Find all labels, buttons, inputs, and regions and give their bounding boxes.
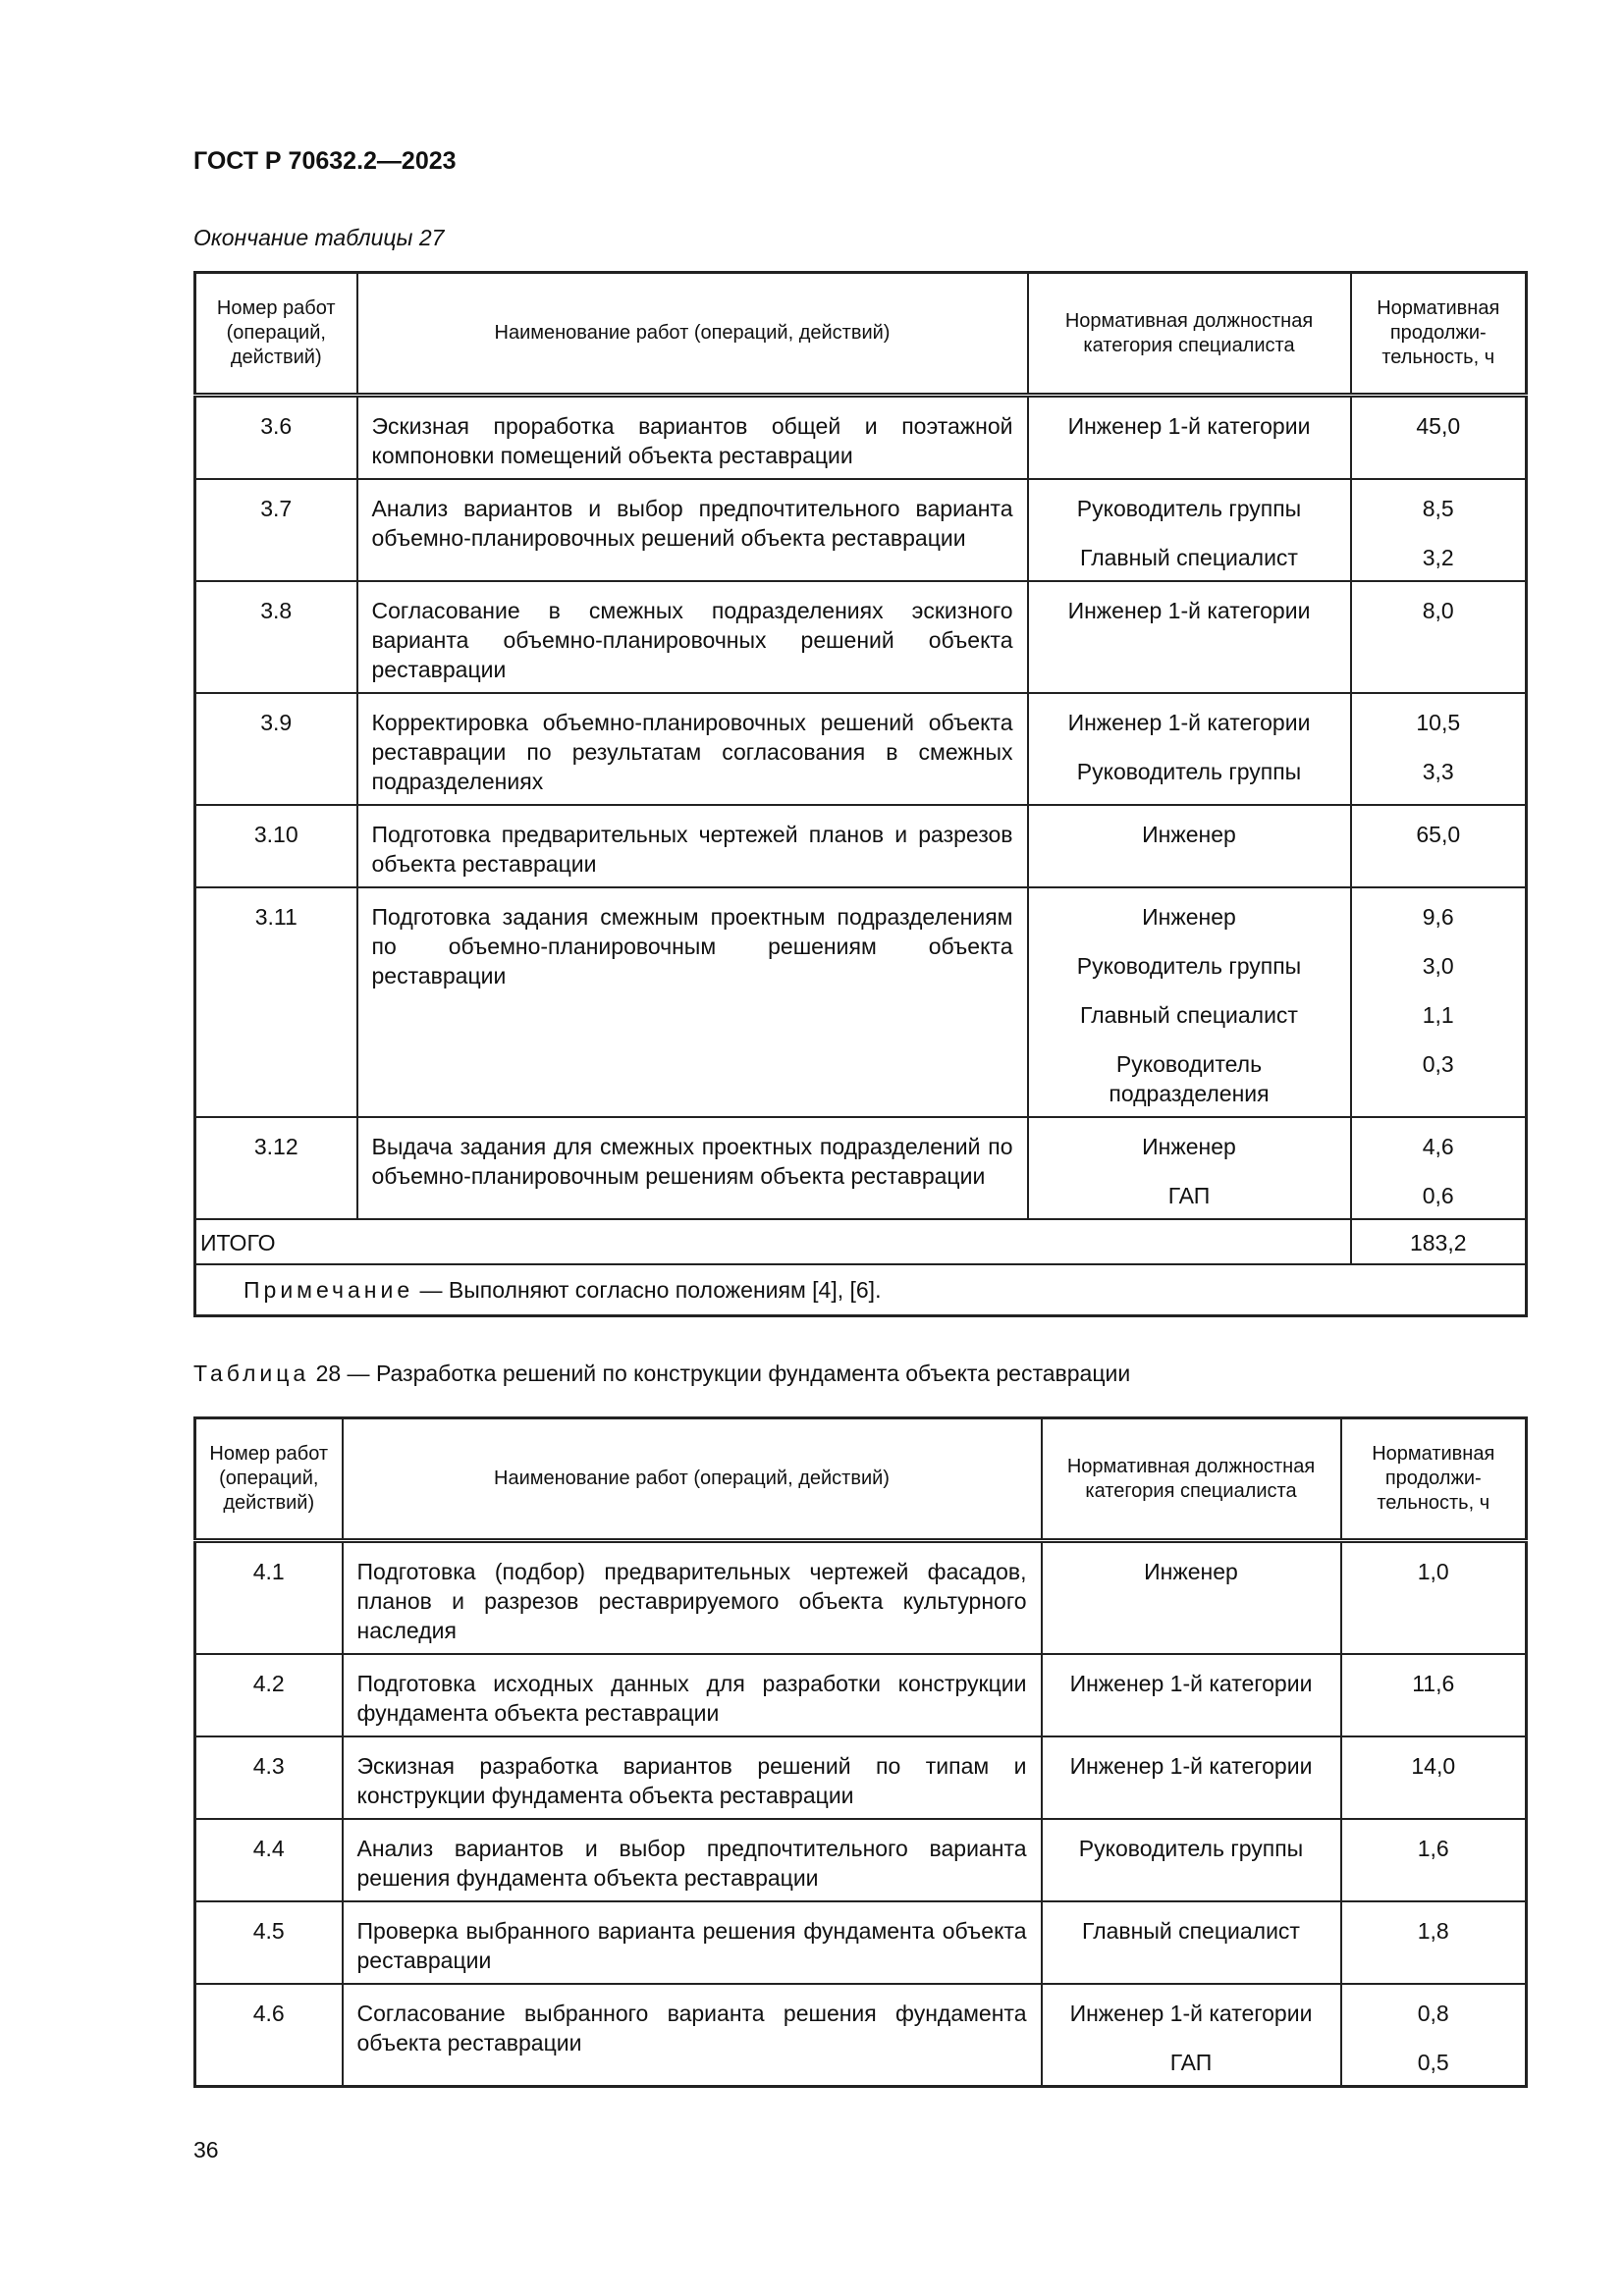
duration-value: 0,6 bbox=[1422, 1183, 1454, 1208]
row-number: 3.7 bbox=[195, 479, 357, 581]
table-row bbox=[195, 396, 1527, 480]
row-category-cell bbox=[1028, 693, 1351, 805]
row-category-cell bbox=[1042, 1819, 1341, 1901]
duration-value: 3,3 bbox=[1422, 759, 1454, 784]
specialist-category: Руководитель группы bbox=[1076, 496, 1302, 521]
row-duration-cell bbox=[1341, 1541, 1527, 1655]
row-number: 3.12 bbox=[195, 1117, 357, 1219]
table28-caption-label: Таблица bbox=[193, 1361, 310, 1386]
row-category-cell bbox=[1042, 1654, 1341, 1736]
row-category-cell bbox=[1028, 396, 1351, 480]
row-name: Корректировка объемно-планировочных решений объекта реставрации по результатам согласования в смежных подразделениях bbox=[357, 693, 1028, 805]
duration-value: 1,0 bbox=[1417, 1559, 1449, 1584]
row-number: 3.8 bbox=[195, 581, 357, 693]
duration-value: 45,0 bbox=[1416, 413, 1461, 439]
row-name: Эскизная проработка вариантов общей и поэтажной компоновки помещений объекта реставрации bbox=[357, 396, 1028, 480]
specialist-category: Руководитель группы bbox=[1078, 1836, 1304, 1861]
table-row bbox=[195, 1901, 1527, 1984]
row-category-cell bbox=[1042, 1736, 1341, 1819]
row-name: Выдача задания для смежных проектных подразделений по объемно-планировочным решениям объекта реставрации bbox=[357, 1117, 1028, 1219]
col-header-name: Наименование работ (операций, действий) bbox=[343, 1418, 1042, 1541]
row-number: 4.3 bbox=[195, 1736, 343, 1819]
table28-caption bbox=[193, 1361, 1130, 1387]
row-name: Согласование выбранного варианта решения фундамента объекта реставрации bbox=[343, 1984, 1042, 2087]
table-row bbox=[195, 887, 1527, 1117]
table27-note bbox=[195, 1264, 1527, 1316]
specialist-category: Инженер 1-й категории bbox=[1067, 413, 1311, 439]
specialist-category: Руководитель группы bbox=[1076, 759, 1302, 784]
row-number: 3.6 bbox=[195, 396, 357, 480]
row-category-cell bbox=[1028, 805, 1351, 887]
table-row bbox=[195, 1736, 1527, 1819]
row-category-cell bbox=[1028, 581, 1351, 693]
table-27 bbox=[193, 271, 1528, 1317]
row-duration-cell bbox=[1351, 805, 1527, 887]
duration-value: 1,8 bbox=[1417, 1918, 1449, 1944]
duration-value: 1,1 bbox=[1422, 1002, 1454, 1028]
row-duration-cell bbox=[1351, 1117, 1527, 1219]
duration-value: 65,0 bbox=[1416, 822, 1461, 847]
specialist-category: ГАП bbox=[1167, 1183, 1211, 1208]
col-header-duration: Нормативная продолжи-тельность, ч bbox=[1341, 1418, 1527, 1541]
specialist-category: Инженер bbox=[1142, 1134, 1236, 1159]
duration-value: 8,5 bbox=[1422, 496, 1454, 521]
specialist-category: Инженер 1-й категории bbox=[1067, 710, 1311, 735]
duration-value: 0,5 bbox=[1417, 2050, 1449, 2075]
row-number: 3.9 bbox=[195, 693, 357, 805]
specialist-category: Инженер bbox=[1144, 1559, 1238, 1584]
row-number: 3.10 bbox=[195, 805, 357, 887]
table-row bbox=[195, 805, 1527, 887]
row-name: Подготовка задания смежным проектным подразделениям по объемно-планировочным решениям объекта реставрации bbox=[357, 887, 1028, 1117]
duration-value: 14,0 bbox=[1411, 1753, 1456, 1779]
duration-value: 4,6 bbox=[1422, 1134, 1454, 1159]
specialist-category: Инженер 1-й категории bbox=[1067, 598, 1311, 623]
specialist-category: Инженер 1-й категории bbox=[1069, 1671, 1313, 1696]
specialist-category: ГАП bbox=[1169, 2050, 1213, 2075]
row-duration-cell bbox=[1351, 396, 1527, 480]
row-duration-cell bbox=[1341, 1901, 1527, 1984]
specialist-category: Инженер bbox=[1142, 904, 1236, 930]
table28-caption-text: 28 — Разработка решений по конструкции фундамента объекта реставрации bbox=[309, 1361, 1131, 1386]
row-category-cell bbox=[1042, 1901, 1341, 1984]
row-name: Подготовка предварительных чертежей планов и разрезов объекта реставрации bbox=[357, 805, 1028, 887]
duration-value: 10,5 bbox=[1416, 710, 1461, 735]
col-header-category: Нормативная должностная категория специалиста bbox=[1042, 1418, 1341, 1541]
specialist-category: Главный специалист bbox=[1080, 545, 1298, 570]
row-number: 4.6 bbox=[195, 1984, 343, 2087]
duration-value: 11,6 bbox=[1412, 1671, 1455, 1696]
row-number: 4.2 bbox=[195, 1654, 343, 1736]
col-header-number: Номер работ (операций, действий) bbox=[195, 273, 357, 396]
row-category-cell bbox=[1042, 1541, 1341, 1655]
specialist-category: Главный специалист bbox=[1080, 1002, 1298, 1028]
row-name: Анализ вариантов и выбор предпочтительного варианта решения фундамента объекта реставрации bbox=[343, 1819, 1042, 1901]
col-header-number: Номер работ (операций, действий) bbox=[195, 1418, 343, 1541]
table-row bbox=[195, 1654, 1527, 1736]
row-duration-cell bbox=[1351, 887, 1527, 1117]
row-duration-cell bbox=[1351, 479, 1527, 581]
table-row bbox=[195, 1984, 1527, 2087]
row-duration-cell bbox=[1341, 1984, 1527, 2087]
specialist-category: Руководитель подразделения bbox=[1109, 1051, 1270, 1106]
row-name: Подготовка (подбор) предварительных чертежей фасадов, планов и разрезов реставрируемого объекта культурного наследия bbox=[343, 1541, 1042, 1655]
row-category-cell bbox=[1028, 887, 1351, 1117]
row-name: Проверка выбранного варианта решения фундамента объекта реставрации bbox=[343, 1901, 1042, 1984]
duration-value: 1,6 bbox=[1417, 1836, 1449, 1861]
col-header-duration: Нормативная продолжи-тельность, ч bbox=[1351, 273, 1527, 396]
total-label: ИТОГО bbox=[195, 1219, 1351, 1264]
total-value: 183,2 bbox=[1351, 1219, 1527, 1264]
table-28 bbox=[193, 1416, 1528, 2088]
table27-caption: Окончание таблицы 27 bbox=[193, 225, 445, 250]
row-duration-cell bbox=[1341, 1819, 1527, 1901]
row-duration-cell bbox=[1341, 1736, 1527, 1819]
page-number: 36 bbox=[193, 2137, 219, 2163]
row-category-cell bbox=[1042, 1984, 1341, 2087]
row-number: 4.4 bbox=[195, 1819, 343, 1901]
row-name: Согласование в смежных подразделениях эскизного варианта объемно-планировочных решений объекта реставрации bbox=[357, 581, 1028, 693]
duration-value: 9,6 bbox=[1422, 904, 1454, 930]
duration-value: 3,2 bbox=[1422, 545, 1454, 570]
duration-value: 0,8 bbox=[1417, 2001, 1449, 2026]
duration-value: 8,0 bbox=[1422, 598, 1454, 623]
note-row bbox=[195, 1264, 1527, 1316]
table-row bbox=[195, 479, 1527, 581]
document-code: ГОСТ Р 70632.2—2023 bbox=[193, 147, 457, 175]
row-duration-cell bbox=[1341, 1654, 1527, 1736]
row-name: Подготовка исходных данных для разработки конструкции фундамента объекта реставрации bbox=[343, 1654, 1042, 1736]
duration-value: 3,0 bbox=[1422, 953, 1454, 979]
total-row bbox=[195, 1219, 1527, 1264]
note-label: Примечание bbox=[244, 1277, 414, 1303]
table-row bbox=[195, 581, 1527, 693]
row-category-cell bbox=[1028, 479, 1351, 581]
duration-value: 0,3 bbox=[1422, 1051, 1454, 1077]
specialist-category: Главный специалист bbox=[1082, 1918, 1300, 1944]
note-text: — Выполняют согласно положениям [4], [6]. bbox=[413, 1277, 882, 1303]
table-row bbox=[195, 693, 1527, 805]
col-header-category: Нормативная должностная категория специалиста bbox=[1028, 273, 1351, 396]
specialist-category: Инженер bbox=[1142, 822, 1236, 847]
row-number: 4.5 bbox=[195, 1901, 343, 1984]
specialist-category: Инженер 1-й категории bbox=[1069, 2001, 1313, 2026]
col-header-name: Наименование работ (операций, действий) bbox=[357, 273, 1028, 396]
specialist-category: Руководитель группы bbox=[1076, 953, 1302, 979]
row-category-cell bbox=[1028, 1117, 1351, 1219]
row-number: 4.1 bbox=[195, 1541, 343, 1655]
table-row bbox=[195, 1117, 1527, 1219]
row-number: 3.11 bbox=[195, 887, 357, 1117]
row-name: Эскизная разработка вариантов решений по типам и конструкции фундамента объекта реставрации bbox=[343, 1736, 1042, 1819]
row-name: Анализ вариантов и выбор предпочтительного варианта объемно-планировочных решений объекта реставрации bbox=[357, 479, 1028, 581]
table-row bbox=[195, 1541, 1527, 1655]
table-row bbox=[195, 1819, 1527, 1901]
row-duration-cell bbox=[1351, 693, 1527, 805]
specialist-category: Инженер 1-й категории bbox=[1069, 1753, 1313, 1779]
row-duration-cell bbox=[1351, 581, 1527, 693]
